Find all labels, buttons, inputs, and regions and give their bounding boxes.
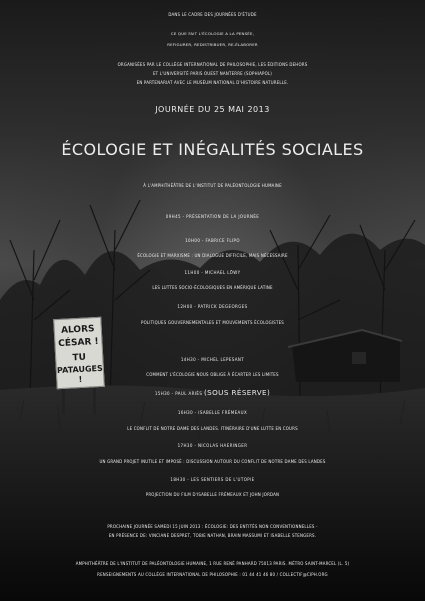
organizers-line: ET L'UNIVERSITÉ PARIS OUEST NANTERRE (SOPHIAPOL) bbox=[152, 71, 273, 76]
program-item: 18H30 - LES SENTIERS DE L'UTOPIE bbox=[170, 477, 255, 482]
program-time: 14H30 bbox=[180, 357, 197, 362]
program-item: 12H00 - PATRICK DEGEORGES bbox=[177, 304, 248, 309]
program-speaker: MICHEL LEPESANT bbox=[201, 357, 245, 362]
program-speaker: PAUL ARIÈS bbox=[175, 391, 203, 396]
program-note: (SOUS RÉSERVE) bbox=[203, 388, 271, 397]
program-time: 11H00 bbox=[184, 270, 200, 275]
footer-address: AMPHITHÉÂTRE DE L'INSTITUT DE PALÉONTOLOGIE HUMAINE, 1 RUE RENÉ PANHARD 75013 PARIS. MÉTRO SAINT-MARCEL (L. 5) bbox=[75, 561, 350, 566]
program-subtitle: COMMENT L'ÉCOLOGIE NOUS OBLIGE À ÉCARTER LES LIMITES bbox=[146, 372, 279, 377]
program-subtitle: LE CONFLIT DE NOTRE DAME DES LANDES. ITINÉRAIRE D'UNE LUTTE EN COURS bbox=[127, 426, 298, 431]
venue-line: À L'AMPHITHÉÂTRE DE L'INSTITUT DE PALÉONTOLOGIE HUMAINE bbox=[143, 183, 282, 188]
program-speaker: PRÉSENTATION DE LA JOURNÉE bbox=[186, 214, 260, 219]
program-item: 16H30 - ISABELLE FRÉMEAUX bbox=[177, 410, 248, 415]
organizers-line: ORGANISÉES PAR LE COLLÈGE INTERNATIONAL DE PHILOSOPHIE, LES ÉDITIONS DEHORS bbox=[117, 62, 308, 67]
program-subtitle: UN GRAND PROJET INUTILE ET IMPOSÉ : DISCUSSION AUTOUR DU CONFLIT DE NOTRE DAME DES LANDES bbox=[99, 459, 326, 464]
program-subtitle: LES LUTTES SOCIO-ÉCOLOGIQUES EN AMÉRIQUE LATINE bbox=[152, 285, 273, 290]
program-item: 17H30 - NICOLAS HAERINGER bbox=[177, 443, 248, 448]
program-speaker: LES SENTIERS DE L'UTOPIE bbox=[190, 477, 255, 482]
program-time: 10H00 bbox=[185, 238, 201, 243]
theme-line: REFIGURER, REDISTRIBUER, RE-ÉLABORER bbox=[167, 42, 258, 47]
program-time: 17H30 bbox=[177, 443, 193, 448]
sign-line: TU bbox=[72, 352, 87, 364]
program-speaker: ISABELLE FRÉMEAUX bbox=[198, 410, 248, 415]
sign-line: ALORS bbox=[60, 324, 95, 336]
sign-line: CÉSAR ! bbox=[58, 336, 99, 350]
protest-sign bbox=[53, 317, 105, 389]
sign-line: PATAUGES ! bbox=[56, 363, 103, 385]
program-time: 15H30 bbox=[154, 391, 170, 396]
program-speaker: FABRICE FLIPO bbox=[205, 238, 240, 243]
theme-line: CE QUE FAIT L'ÉCOLOGIE A LA PENSÉE, bbox=[170, 31, 255, 36]
program-subtitle: POLITIQUES GOUVERNEMENTALES ET MOUVEMENTS ÉCOLOGISTES bbox=[141, 320, 284, 325]
next-session-line: PROCHAINE JOURNÉE SAMEDI 15 JUIN 2013 : ÉCOLOGIE: DES ENTITÉS NON CONVENTIONNELLES - bbox=[107, 524, 318, 529]
program-time: 09H45 bbox=[165, 214, 181, 219]
context-line: DANS LE CADRE DES JOURNÉES D'ÉTUDE bbox=[168, 12, 257, 17]
footer-info: RENSEIGNEMENTS AU COLLÈGE INTERNATIONAL DE PHILOSOPHIE : 01 44 41 46 80 / COLLECTIF@CIPH.ORG bbox=[97, 572, 328, 577]
event-date: JOURNÉE DU 25 MAI 2013 bbox=[155, 105, 270, 114]
program-speaker: NICOLAS HAERINGER bbox=[197, 443, 248, 448]
program-item: 11H00 - MICHAEL LÖWY bbox=[184, 270, 241, 275]
program-item: 09H45 - PRÉSENTATION DE LA JOURNÉE bbox=[165, 214, 260, 219]
event-title: ÉCOLOGIE ET INÉGALITÉS SOCIALES bbox=[61, 140, 364, 159]
program-subtitle: ÉCOLOGIE ET MARXISME : UN DIALOGUE DIFFICILE, MAIS NÉCESSAIRE bbox=[137, 253, 288, 258]
program-subtitle: PROJECTION DU FILM D'ISABELLE FRÉMEAUX ET JOHN JORDAN bbox=[145, 492, 280, 497]
program-time: 16H30 bbox=[177, 410, 194, 415]
next-session-line: EN PRÉSENCE DE: VINCIANE DESPRET, TOBIE NATHAN, BRAIN MASSUMI ET ISABELLE STENGERS. bbox=[108, 533, 317, 538]
organizers-line: EN PARTENARIAT AVEC LE MUSÉUM NATIONAL D'HISTOIRE NATURELLE. bbox=[136, 80, 289, 85]
program-item: 15H30 - PAUL ARIÈS (SOUS RÉSERVE) bbox=[154, 388, 271, 397]
program-speaker: PATRICK DEGEORGES bbox=[197, 304, 248, 309]
program-time: 18H30 bbox=[170, 477, 186, 482]
program-time: 12H00 bbox=[177, 304, 193, 309]
program-speaker: MICHAEL LÖWY bbox=[204, 270, 241, 275]
program-item: 14H30 - MICHEL LEPESANT bbox=[180, 357, 245, 362]
program-item: 10H00 - FABRICE FLIPO bbox=[185, 238, 240, 243]
